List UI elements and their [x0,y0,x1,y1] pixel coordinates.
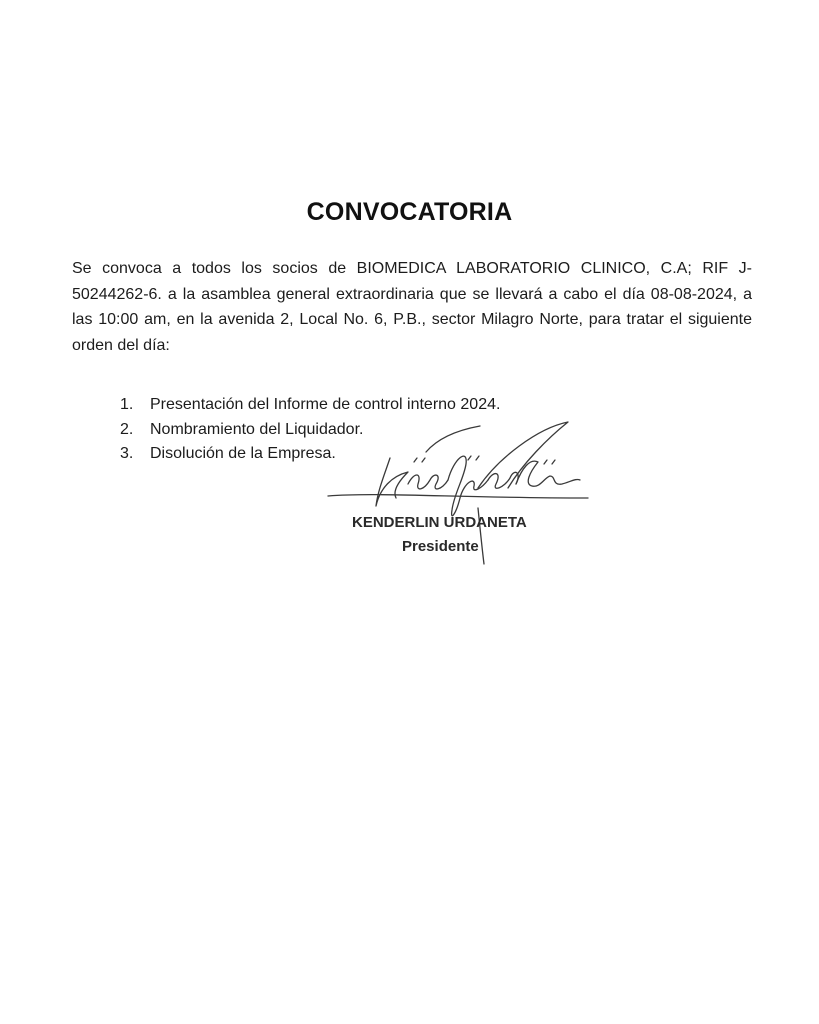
convocation-paragraph: Se convoca a todos los socios de BIOMEDICA LABORATORIO CLINICO, C.A; RIF J-50244262-6. a la asamblea general extraordinaria que se llevará a cabo el día 08-08-2024, a las 10:00 am, en la avenida 2, Local No. 6, P.B., sector Milagro Norte, para tratar el siguiente orden del día: [72,260,752,354]
agenda-item-text: Presentación del Informe de control interno 2024. [150,396,501,413]
agenda-item-number: 3. [120,445,134,462]
agenda-item [120,393,500,418]
signer-name: KENDERLIN URDANETA [352,514,527,531]
agenda-item-text: Disolución de la Empresa. [150,445,336,462]
agenda-item-number: 1. [120,396,134,413]
agenda-item-text: Nombramiento del Liquidador. [150,420,364,438]
document-title: CONVOCATORIA [306,198,513,226]
agenda-item-number: 2. [120,420,134,438]
signer-role: Presidente [402,538,479,555]
